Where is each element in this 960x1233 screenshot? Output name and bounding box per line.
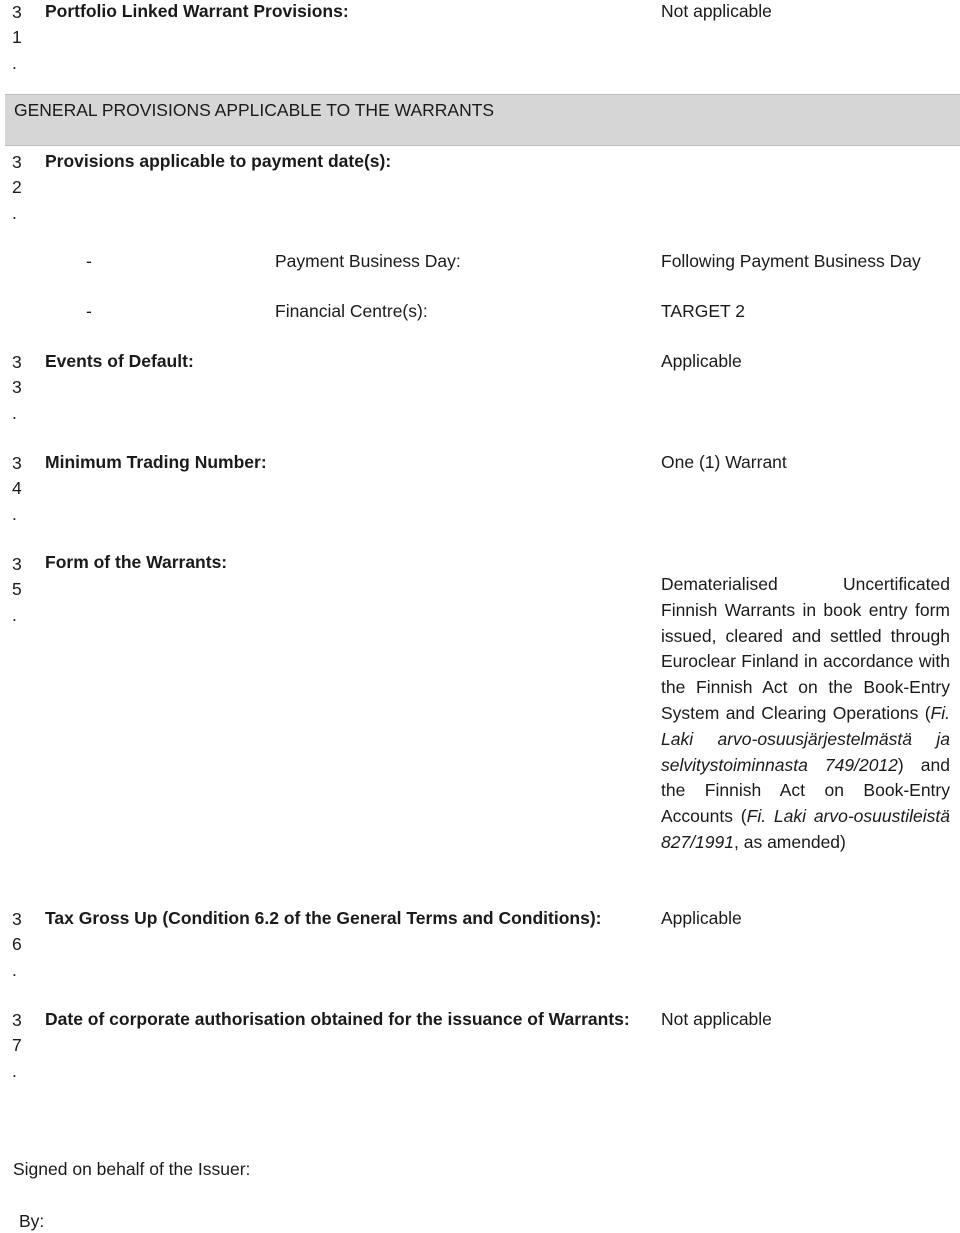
payment-business-day-label: Payment Business Day: [275,251,461,271]
item-34-value: One (1) Warrant [661,452,787,472]
financial-centres-label: Financial Centre(s): [275,301,428,321]
item-33-number: 3 3 . [12,352,22,423]
by-label: By: [19,1211,45,1231]
item-35-number: 3 5 . [12,554,22,625]
item-31-label: Portfolio Linked Warrant Provisions: [45,1,349,21]
item-33-value: Applicable [661,351,742,371]
item-31-number: 3 1 . [12,2,22,73]
item-37-value: Not applicable [661,1009,772,1029]
item-36-number: 3 6 . [12,909,22,980]
item-35-value: Dematerialised Uncertificated Finnish Warrants in book entry form issued, cleared and settled through Euroclear Finland in accordance with the Finnish Act on the Book-Entry System and Clearing Operations (Fi. Laki arvo-osuusjärjestelmästä ja selvitystoiminnasta 749/2012) and the Finnish Act on Book-Entry Accounts (Fi. Laki arvo-osuustileistä 827/1991, as amended) [661,574,951,852]
item-34-number: 3 4 . [12,453,22,524]
item-36-label: Tax Gross Up (Condition 6.2 of the General Terms and Conditions): [45,908,602,928]
section-header: GENERAL PROVISIONS APPLICABLE TO THE WARRANTS [14,100,495,120]
item-35-label: Form of the Warrants: [45,552,228,572]
item-32-number: 3 2 . [12,152,22,223]
item-33-label: Events of Default: [45,351,194,371]
financial-centres-value: TARGET 2 [661,301,745,321]
item-34-label: Minimum Trading Number: [45,452,267,472]
item-37-label: Date of corporate authorisation obtained for the issuance of Warrants: [45,1009,630,1029]
signed-on-behalf-text: Signed on behalf of the Issuer: [13,1159,251,1179]
item-37-number: 3 7 . [12,1010,22,1081]
item-31-value: Not applicable [661,1,772,21]
payment-business-day-value: Following Payment Business Day [661,251,921,271]
item-32-label: Provisions applicable to payment date(s): [45,151,392,171]
item-36-value: Applicable [661,908,742,928]
sub-item-dash: - [86,251,92,271]
sub-item-dash: - [86,301,92,321]
